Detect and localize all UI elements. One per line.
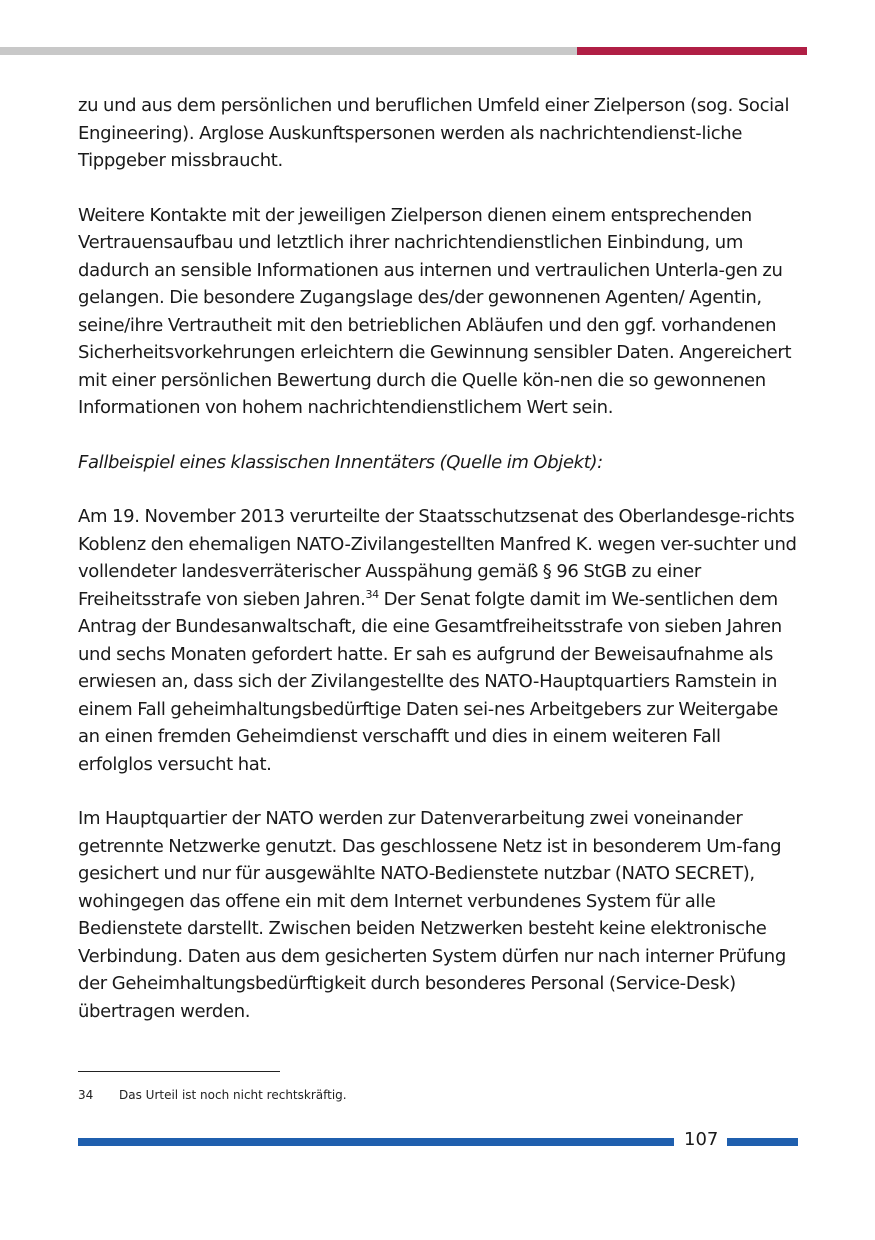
footnote-divider bbox=[78, 1071, 280, 1072]
top-decorative-bar-gray bbox=[0, 47, 577, 55]
page-number: 107 bbox=[684, 1129, 719, 1150]
paragraph-trust-building: Weitere Kontakte mit der jeweiligen Zielperson dienen einem entsprechenden Vertrauensaufbau und letztlich ihrer nachrichtendienstlichen Einbindung, um dadurch an sensible Informationen aus internen und vertraulichen Unterla-gen zu gelangen. Die besondere Zugangslage des/der gewonnenen Agenten/ Agentin, seine/ihre Vertrautheit mit den betrieblichen Abläufen und den ggf. vorhandenen Sicherheitsvorkehrungen erleichtern die Gewinnung sensibler Daten. Angereichert mit einer persönlichen Bewertung durch die Quelle kön-nen die so gewonnenen Informationen von hohem nachrichtendienstlichem Wert sein. bbox=[78, 204, 792, 418]
page-body bbox=[78, 92, 800, 1025]
court-ruling-text: Am 19. November 2013 verurteilte der Staatsschutzsenat des Oberlandesge-richts Koblenz den ehemaligen NATO-Zivilangestellten Manfred K. wegen ver-suchter und vollendeter landesverräterischer Ausspähung gemäß § 96 StGB zu einer Freiheitsstrafe von sieben Jahren. bbox=[78, 506, 797, 610]
footnote-number: 34 bbox=[78, 1088, 94, 1102]
paragraph-social-engineering: zu und aus dem persönlichen und beruflichen Umfeld einer Zielperson (sog. Social Engineering). Arglose Auskunftspersonen werden als nachrichtendienst-liche Tippgeber missbraucht. bbox=[78, 95, 790, 171]
bottom-decorative-bar-left bbox=[78, 1138, 674, 1146]
top-decorative-bar-red bbox=[577, 47, 807, 55]
paragraph-nato-networks: Im Hauptquartier der NATO werden zur Datenverarbeitung zwei voneinander getrennte Netzwerke genutzt. Das geschlossene Netz ist in besonderem Um-fang gesichert und nur für ausgewählte NATO-Bedienstete nutzbar (NATO SECRET), wohingegen das offene ein mit dem Internet verbundenes System für alle Bedienstete darstellt. Zwischen beiden Netzwerken besteht keine elektronische Verbindung. Daten aus dem gesicherten System dürfen nur nach interner Prüfung der Geheimhaltungsbedürftigkeit durch besonderes Personal (Service-Desk) übertragen werden. bbox=[78, 808, 786, 1022]
court-ruling-text-continued: Der Senat folgte damit im We-sentlichen dem Antrag der Bundesanwaltschaft, die eine Gesamtfreiheitsstrafe von sieben Jahren und sechs Monaten gefordert hatte. Er sah es aufgrund der Beweisaufnahme als erwiesen an, dass sich der Zivilangestellte des NATO-Hauptquartiers Ramstein in einem Fall geheimhaltungsbedürftige Daten sei-nes Arbeitgebers zur Weitergabe an einen fremden Geheimdienst verschafft und dies in einem weiteren Fall erfolglos versucht hat. bbox=[78, 588, 782, 775]
footnote-text: Das Urteil ist noch nicht rechtskräftig. bbox=[119, 1088, 347, 1102]
footnote bbox=[78, 1087, 347, 1103]
paragraph-court-ruling bbox=[78, 503, 800, 778]
bottom-decorative-bar-right bbox=[727, 1138, 798, 1146]
footnote-reference[interactable]: 34 bbox=[365, 587, 379, 601]
case-example-heading: Fallbeispiel eines klassischen Innentäters (Quelle im Objekt): bbox=[78, 451, 603, 473]
